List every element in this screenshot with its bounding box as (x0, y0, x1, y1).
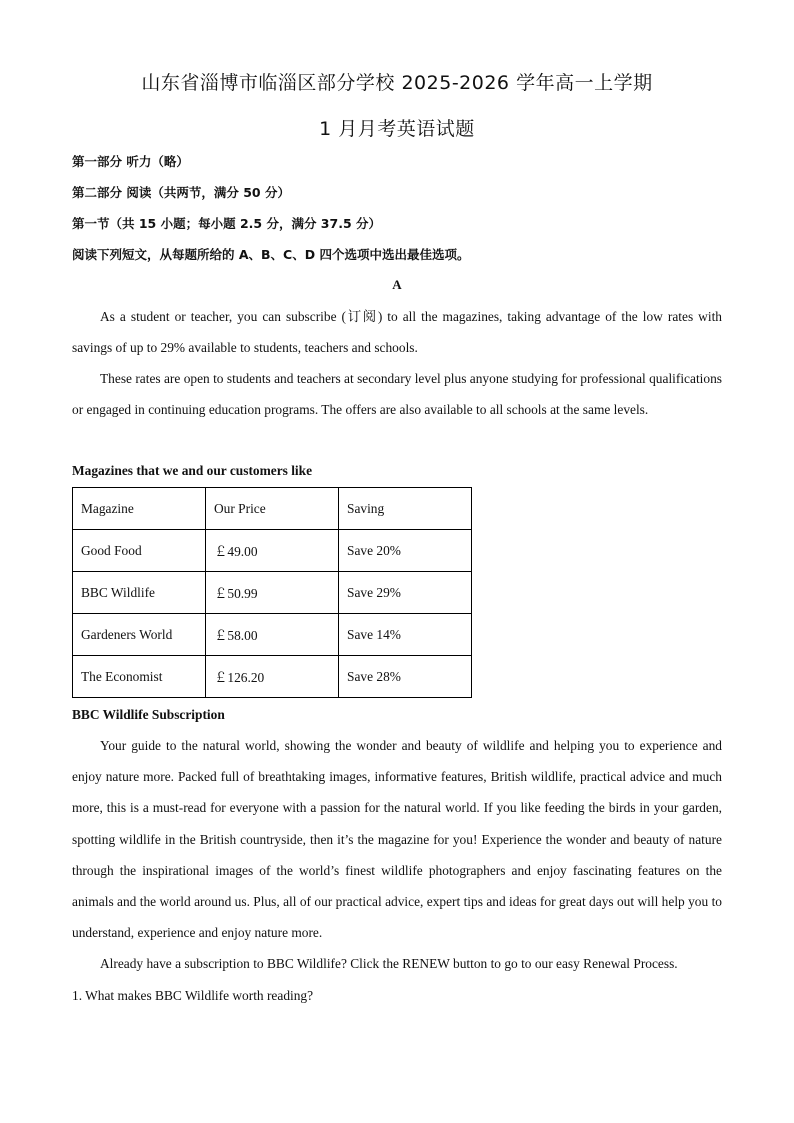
passage-a-paragraph-2: These rates are open to students and teachers at secondary level plus anyone studying for professional qualifications or engaged in continuing education programs. The offers are also available to all schools at the same levels. (72, 371, 722, 418)
part1-heading: 第一部分 听力（略） (72, 154, 189, 169)
table-cell-magazine: Good Food (73, 530, 206, 572)
table-cell-price: ￡58.00 (206, 614, 339, 656)
table-cell-saving: Save 28% (339, 656, 472, 698)
part2-heading: 第二部分 阅读（共两节，满分 50 分） (72, 185, 290, 200)
table-header-cell: Magazine (73, 488, 206, 530)
table-caption: Magazines that we and our customers like (72, 463, 313, 478)
section1-heading: 第一节（共 15 小题；每小题 2.5 分，满分 37.5 分） (72, 216, 381, 231)
table-header-row (73, 488, 472, 530)
table-header-cell: Our Price (206, 488, 339, 530)
table-cell-saving: Save 29% (339, 572, 472, 614)
exam-title-line1: 山东省淄博市临淄区部分学校 2025-2026 学年高一上学期 (141, 72, 653, 94)
table-row (73, 530, 472, 572)
table-cell-price: ￡50.99 (206, 572, 339, 614)
table-cell-saving: Save 14% (339, 614, 472, 656)
wildlife-paragraph-1: Your guide to the natural world, showing the wonder and beauty of wildlife and helping you to experience and enjoy nature more. Packed full of breathtaking images, informative features, British wildlife, practical advice and much more, this is a must-read for everyone with a passion for the natural world. If you like feeding the birds in your garden, spotting wildlife in the British countryside, then it’s the magazine for you! Experience the wonder and beauty of nature through the inspirational images of the world’s finest wildlife photographers and enjoy fascinating features on the animals and the world around us. Plus, all of our practical advice, expert tips and ideas for great days out will help you to understand, experience and enjoy nature more. (72, 738, 722, 941)
magazine-price-table (72, 487, 472, 698)
table-row (73, 614, 472, 656)
wildlife-paragraph-2: Already have a subscription to BBC Wildlife? Click the RENEW button to go to our easy Renewal Process. (100, 956, 678, 971)
exam-title-line2: 1 月月考英语试题 (319, 118, 475, 140)
table-cell-magazine: BBC Wildlife (73, 572, 206, 614)
subscription-heading: BBC Wildlife Subscription (72, 707, 225, 722)
reading-instruction: 阅读下列短文，从每题所给的 A、B、C、D 四个选项中选出最佳选项。 (72, 247, 470, 262)
passage-a-paragraph-1: As a student or teacher, you can subscribe (订阅) to all the magazines, taking advantage of the low rates with savings of up to 29% available to students, teachers and schools. (72, 309, 722, 356)
table-row (73, 572, 472, 614)
table-cell-price: ￡49.00 (206, 530, 339, 572)
table-header-cell: Saving (339, 488, 472, 530)
table-cell-price: ￡126.20 (206, 656, 339, 698)
question-1: 1. What makes BBC Wildlife worth reading? (72, 988, 314, 1003)
table-cell-saving: Save 20% (339, 530, 472, 572)
passage-letter: A (392, 277, 402, 292)
table-cell-magazine: Gardeners World (73, 614, 206, 656)
table-row (73, 656, 472, 698)
table-cell-magazine: The Economist (73, 656, 206, 698)
